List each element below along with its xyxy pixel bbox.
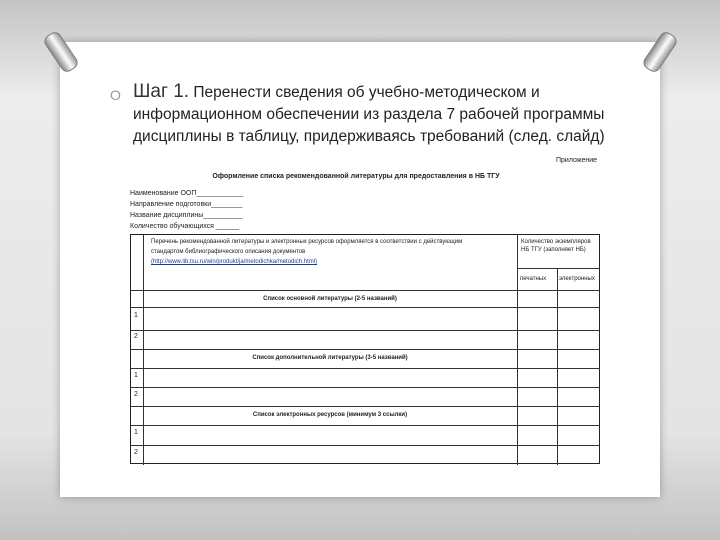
section2-title-line: [131, 368, 600, 369]
appendix-label: Приложение: [556, 157, 598, 164]
step-label: Шаг 1.: [133, 81, 190, 102]
section-title: Список электронных ресурсов (минимум 3 ссылки): [252, 412, 408, 418]
field-program: Наименование ООП____________: [130, 190, 244, 197]
col-divider-quantity: [517, 235, 518, 465]
section1-title-line: [131, 307, 600, 308]
row-number: 1: [134, 372, 138, 379]
step-instruction: Перенести сведения об учебно-методическом и информационном обеспечении из раздела 7 рабочей программы дисциплины в таблицу, придерживаясь требований (след. слайд): [133, 84, 605, 145]
quantity-subheader-line: [517, 268, 600, 269]
row-number: 1: [134, 312, 138, 319]
section-title: Список основной литературы (2-5 названий): [263, 296, 397, 302]
col-divider-number: [143, 235, 144, 465]
col-print-header: печатных: [520, 276, 547, 282]
field-direction: Направление подготовки________: [130, 201, 243, 208]
table-header-line2: стандартом библиографического описания документов: [151, 249, 306, 255]
section1-row1-line: [131, 330, 600, 331]
standard-link[interactable]: (http://www.lib.tsu.ru/win/produkt/ja/metodichka/metodich.html): [151, 259, 318, 265]
row-number: 1: [134, 429, 138, 436]
row-number: 2: [134, 333, 138, 340]
section-title: Список дополнительной литературы (3-5 названий): [252, 355, 408, 361]
literature-table: [130, 234, 600, 464]
col-divider-print: [557, 268, 558, 465]
row-number: 2: [134, 449, 138, 456]
row-number: 2: [134, 391, 138, 398]
bullet-marker: O: [110, 87, 121, 103]
header-bottom-line: [131, 290, 600, 291]
section2-row2-line: [131, 406, 600, 407]
section3-title-line: [131, 425, 600, 426]
quantity-header: Количество экземпляров НБ ТГУ (заполняет НБ): [521, 239, 591, 253]
slide-heading: [133, 81, 648, 148]
document-title: Оформление списка рекомендованной литературы для предоставления в НБ ТГУ: [212, 173, 500, 180]
section2-row1-line: [131, 387, 600, 388]
section1-row2-line: [131, 349, 600, 350]
section3-row1-line: [131, 445, 600, 446]
col-electronic-header: электронных: [559, 276, 595, 282]
document-image: [96, 150, 614, 488]
field-discipline: Название дисциплины__________: [130, 212, 243, 219]
table-header-line1: Перечень рекомендованной литературы и электронных ресурсов оформляется в соответствии с действующим: [151, 239, 463, 245]
field-students: Количество обучающихся ______: [130, 223, 240, 230]
